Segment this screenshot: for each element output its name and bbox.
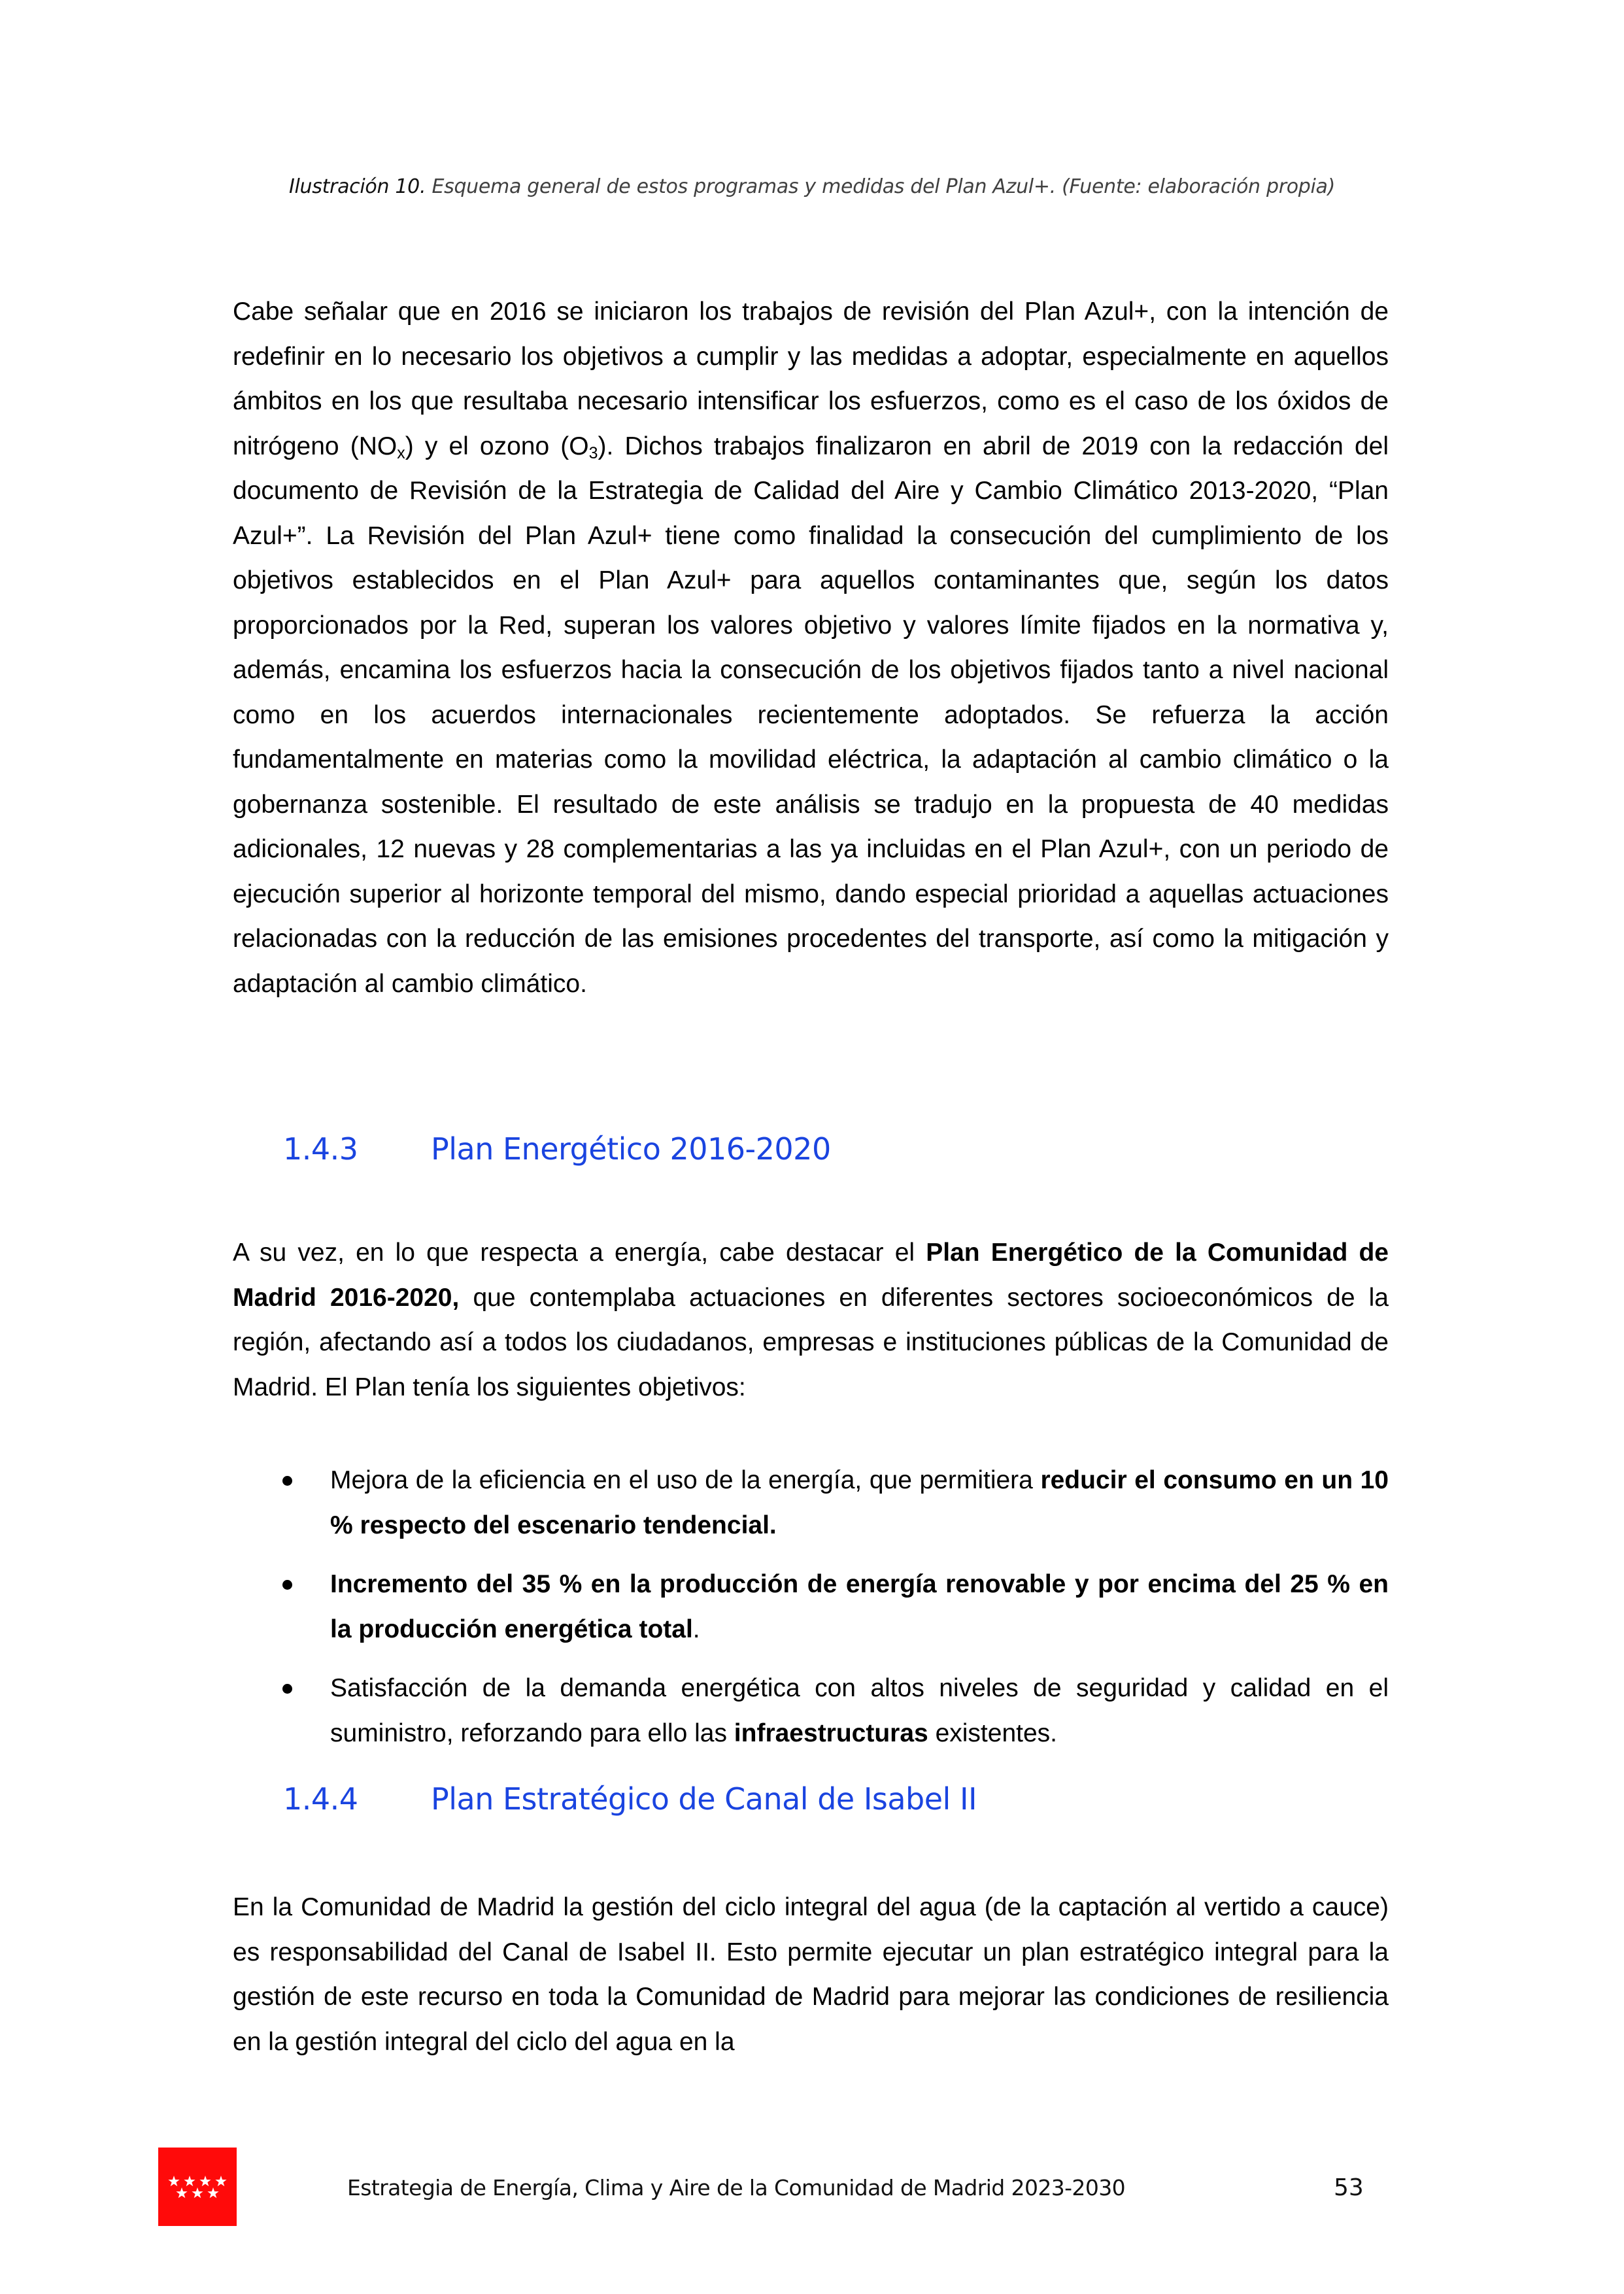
section-number: 1.4.3: [283, 1131, 358, 1167]
page-number: 53: [1334, 2174, 1364, 2201]
paragraph-plan-energetico: [233, 1231, 1389, 1410]
paragraph-bold-text: Plan Energético de la Comunidad de Madrid 2016-2020,: [233, 1239, 1389, 1312]
item-bold-text: reducir el consumo en un 10 % respecto del escenario tendencial.: [330, 1466, 1389, 1539]
bullet-icon: [282, 1476, 292, 1486]
footer-document-title: Estrategia de Energía, Clima y Aire de la Comunidad de Madrid 2023-2030: [347, 2175, 1126, 2200]
objectives-list: [233, 1458, 1389, 1770]
bullet-icon: [282, 1684, 292, 1694]
item-bold-text: Incremento del 35 % en la producción de energía renovable y por encima del 25 % en la producción energética total: [330, 1570, 1389, 1643]
paragraph-text: ). Dichos trabajos finalizaron en abril de 2019 con la redacción del documento de Revisión de la Estrategia de Calidad del Aire y Cambio Climático 2013-2020, “Plan Azul+”. La Revisión del Plan Azul+ tiene como finalidad la consecución del cumplimiento de los objetivos establecidos en el Plan Azul+ para aquellos contaminantes que, según los datos proporcionados por la Red, superan los valores objetivo y valores límite fijados en la normativa y, además, encamina los esfuerzos hacia la consecución de los objetivos fijados tanto a nivel nacional como en los acuerdos internacionales recientemente adoptados. Se refuerza la acción fundamentalmente en materias como la movilidad eléctrica, la adaptación al cambio climático o la gobernanza sostenible. El resultado de este análisis se tradujo en la propuesta de 40 medidas adicionales, 12 nuevas y 28 complementarias a las ya incluidas en el Plan Azul+, con un periodo de ejecución superior al horizonte temporal del mismo, dando especial prioridad a aquellas actuaciones relacionadas con la reducción de las emisiones procedentes del transporte, así como la mitigación y adaptación al cambio climático.: [233, 432, 1389, 998]
section-title: Plan Energético 2016-2020: [431, 1131, 831, 1167]
section-heading-1-4-4: [283, 1779, 977, 1819]
item-text: existentes.: [928, 1719, 1058, 1747]
figure-caption: [235, 165, 1389, 209]
bullet-icon: [282, 1580, 292, 1590]
paragraph-text: A su vez, en lo que respecta a energía, cabe destacar el: [233, 1239, 926, 1267]
caption-text: Esquema general de estos programas y medidas del Plan Azul+. (Fuente: elaboración propia): [426, 175, 1336, 198]
section-number: 1.4.4: [283, 1781, 358, 1817]
list-item: [233, 1666, 1389, 1756]
caption-label: Ilustración 10.: [288, 175, 426, 198]
paragraph-text: ) y el ozono (O: [405, 432, 589, 460]
list-item: [233, 1458, 1389, 1548]
subscript-x: x: [397, 443, 405, 462]
subscript-3: 3: [588, 443, 598, 462]
section-heading-1-4-3: [283, 1129, 831, 1169]
paragraph-text: que contemplaba actuaciones en diferentes sectores socioeconómicos de la región, afectando así a todos los ciudadanos, empresas e instituciones públicas de la Comunidad de Madrid. El Plan tenía los siguientes objetivos:: [233, 1283, 1389, 1401]
item-text: Mejora de la eficiencia en el uso de la energía, que permitiera: [330, 1466, 1041, 1494]
item-text: .: [692, 1615, 700, 1643]
item-text: Satisfacción de la demanda energética con altos niveles de seguridad y calidad en el suministro, reforzando para ello las: [330, 1674, 1389, 1747]
item-bold-text: infraestructuras: [734, 1719, 928, 1747]
section-title: Plan Estratégico de Canal de Isabel II: [431, 1781, 977, 1817]
paragraph-canal-isabel-ii: [233, 1885, 1389, 2064]
list-item: [233, 1562, 1389, 1652]
comunidad-de-madrid-flag-icon: [158, 2148, 237, 2226]
paragraph-text: Cabe señalar que en 2016 se iniciaron los trabajos de revisión del Plan Azul+, con la intención de redefinir en lo necesario los objetivos a cumplir y las medidas a adoptar, especialmente en aquellos ámbitos en los que resultaba necesario intensificar los esfuerzos, como es el caso de los óxidos de nitrógeno (NO: [233, 298, 1389, 460]
paragraph-text: En la Comunidad de Madrid la gestión del ciclo integral del agua (de la captación al vertido a cauce) es responsabilidad del Canal de Isabel II. Esto permite ejecutar un plan estratégico integral para la gestión de este recurso en toda la Comunidad de Madrid para mejorar las condiciones de resiliencia en la gestión integral del ciclo del agua en la: [233, 1893, 1389, 2056]
paragraph-plan-azul-revision: [233, 290, 1389, 1006]
